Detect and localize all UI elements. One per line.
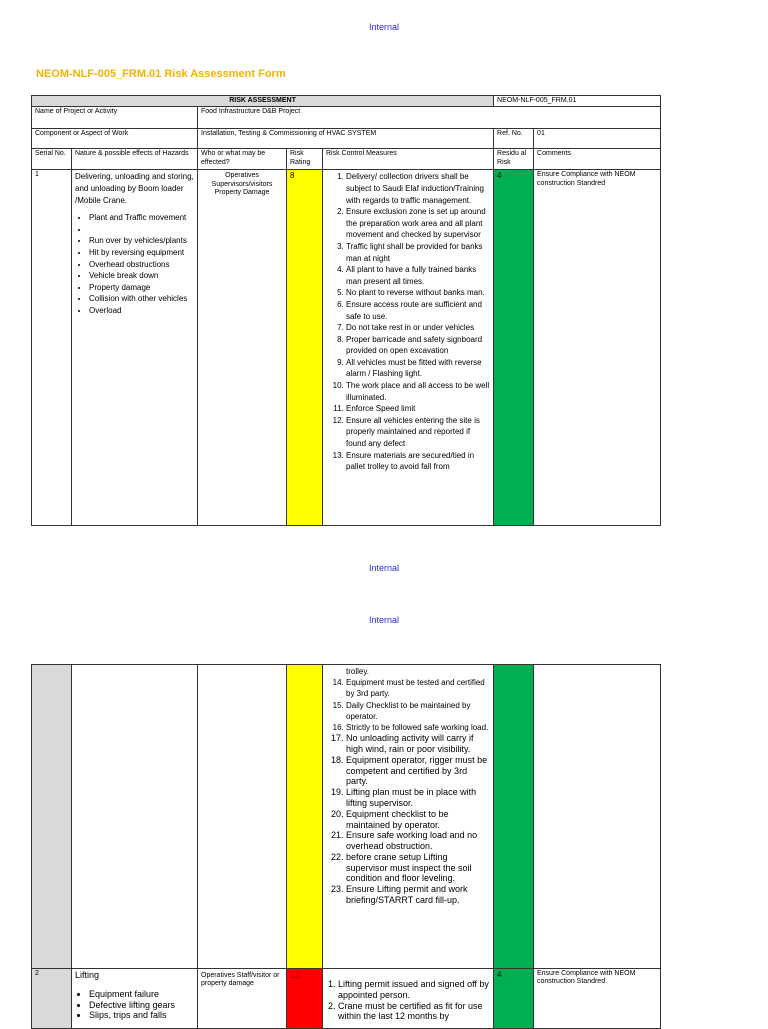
doc-code: NEOM-NLF-005_FRM.01 [494,96,661,107]
internal-mark-top: Internal [368,22,400,32]
control-measures-cont [323,665,494,969]
control-item: 13. Ensure materials are secured/tied in pallet trolley to avoid fall from [346,450,490,473]
ref-value: 01 [534,129,661,149]
control-item: 18. Equipment operator, rigger must be competent and certified by 3rd party. [346,755,490,787]
control-item: 22. before crane setup Lifting supervisor must inspect the soil condition and floor leveling. [346,852,490,884]
control-item-cont: trolley. [346,667,369,676]
control-item: 3. Traffic light shall be provided for banks man at night [346,241,490,264]
control-item: 4. All plant to have a fully trained banks man present all times. [346,264,490,287]
col-hazards: Nature & possible effects of Hazards [72,149,198,170]
hazard-item: • Equipment failure [89,989,194,1000]
row-who-cont [198,665,287,969]
residual-risk-cell: 4 [494,170,534,526]
control-item: 23. Ensure Lifting permit and work briefing/STARRT card fill-up. [346,884,490,906]
table-heading: RISK ASSESSMENT [32,96,494,107]
hazard-item: • Slips, trips and falls [89,1010,194,1021]
hazard-item: • Vehicle break down [89,270,194,282]
hazard-item [89,224,194,236]
project-label: Name of Project or Activity [32,107,198,129]
row-serial-cont [32,665,72,969]
control-item: 1. Delivery/ collection drivers shall be subject to Saudi Elaf induction/Training with regards to traffic management. [346,171,490,206]
row-comment: Ensure Compliance with NEOM construction Standred [534,969,661,1029]
control-item: 2. Ensure exclusion zone is set up around the preparation work area and all plant movement and checked by supervisor [346,206,490,241]
component-value: Installation, Testing & Commissioning of HVAC SYSTEM [198,129,494,149]
risk-rating-cell: 12 [287,969,323,1029]
table-row [32,969,661,1029]
table-row [32,665,661,969]
control-measures [323,170,494,526]
hazard-item: • Overload [89,305,194,317]
control-item: 1. Lifting permit issued and signed off by appointed person. [338,979,490,1001]
row-serial: 2 [32,969,72,1029]
control-item: 20. Equipment checklist to be maintained by operator. [346,809,490,831]
row-hazards [72,969,198,1029]
col-rating: Risk Rating [287,149,323,170]
project-value: Food Infrastructure D&B Project [198,107,661,129]
hazard-item: • Plant and Traffic movement [89,212,194,224]
row-serial: 1 [32,170,72,526]
control-item: 7. Do not take rest in or under vehicles [346,322,490,334]
risk-assessment-table [31,95,661,526]
internal-mark-page2: Internal [368,615,400,625]
control-item: 5. No plant to reverse without banks man. [346,287,490,299]
col-residual: Residu al Risk [494,149,534,170]
residual-risk-cell: 4 [494,969,534,1029]
col-who: Who or what may be effected? [198,149,287,170]
residual-risk-cell [494,665,534,969]
col-controls: Risk Control Measures [323,149,494,170]
activity-text: Delivering, unloading and storing, and unloading by Boom loader /Mobile Crane. [75,172,194,205]
row-who: Operatives Staff/visitor or property damage [198,969,287,1029]
control-item: 10. The work place and all access to be well illuminated. [346,380,490,403]
table-row [32,170,661,526]
row-hazards-cont [72,665,198,969]
col-serial: Serial No. [32,149,72,170]
control-item: 19. Lifting plan must be in place with lifting supervisor. [346,787,490,809]
hazard-item: • Property damage [89,282,194,294]
control-item: 12. Ensure all vehicles entering the site is properly maintained and reported if found any defect [346,415,490,450]
control-item: 21. Ensure safe working load and no overhead obstruction. [346,830,490,852]
risk-rating-cell [287,665,323,969]
hazard-item: • Overhead obstructions [89,259,194,271]
control-item: 16. Strictly to be followed safe working load. [346,722,490,733]
control-item: 8. Proper barricade and safety signboard provided on open excavation [346,334,490,357]
control-measures [323,969,494,1029]
control-item: 2. Crane must be certified as fit for use within the last 12 months by [338,1001,490,1023]
risk-rating-cell: 8 [287,170,323,526]
hazard-item: • Defective lifting gears [89,1000,194,1011]
internal-mark-bottom: Internal [368,563,400,573]
control-item: 6. Ensure access route are sufficient and safe to use. [346,299,490,322]
control-item: 14. Equipment must be tested and certified by 3rd party. [346,677,490,699]
control-item: 17. No unloading activity will carry if high wind, rain or poor visibility. [346,733,490,755]
row-who: Operatives Supervisors/visitors Property Damage [198,170,287,526]
control-item: 15. Daily Checklist to be maintained by operator. [346,700,490,722]
ref-label: Ref. No. [494,129,534,149]
risk-assessment-table-continued [31,664,661,1029]
row-comment: Ensure Compliance with NEOM construction Standred [534,170,661,526]
col-comments: Comments [534,149,661,170]
form-title: NEOM-NLF-005_FRM.01 Risk Assessment Form [36,68,286,80]
activity-text: Lifting [75,970,100,980]
hazard-item: • Run over by vehicles/plants [89,235,194,247]
row-comment-cont [534,665,661,969]
hazard-item: • Hit by reversing equipment [89,247,194,259]
control-item: 9. All vehicles must be fitted with reverse alarm / Flashing light. [346,357,490,380]
component-label: Component or Aspect of Work [32,129,198,149]
row-hazards [72,170,198,526]
control-item: 11. Enforce Speed limit [346,403,490,415]
hazard-item: • Collision with other vehicles [89,293,194,305]
